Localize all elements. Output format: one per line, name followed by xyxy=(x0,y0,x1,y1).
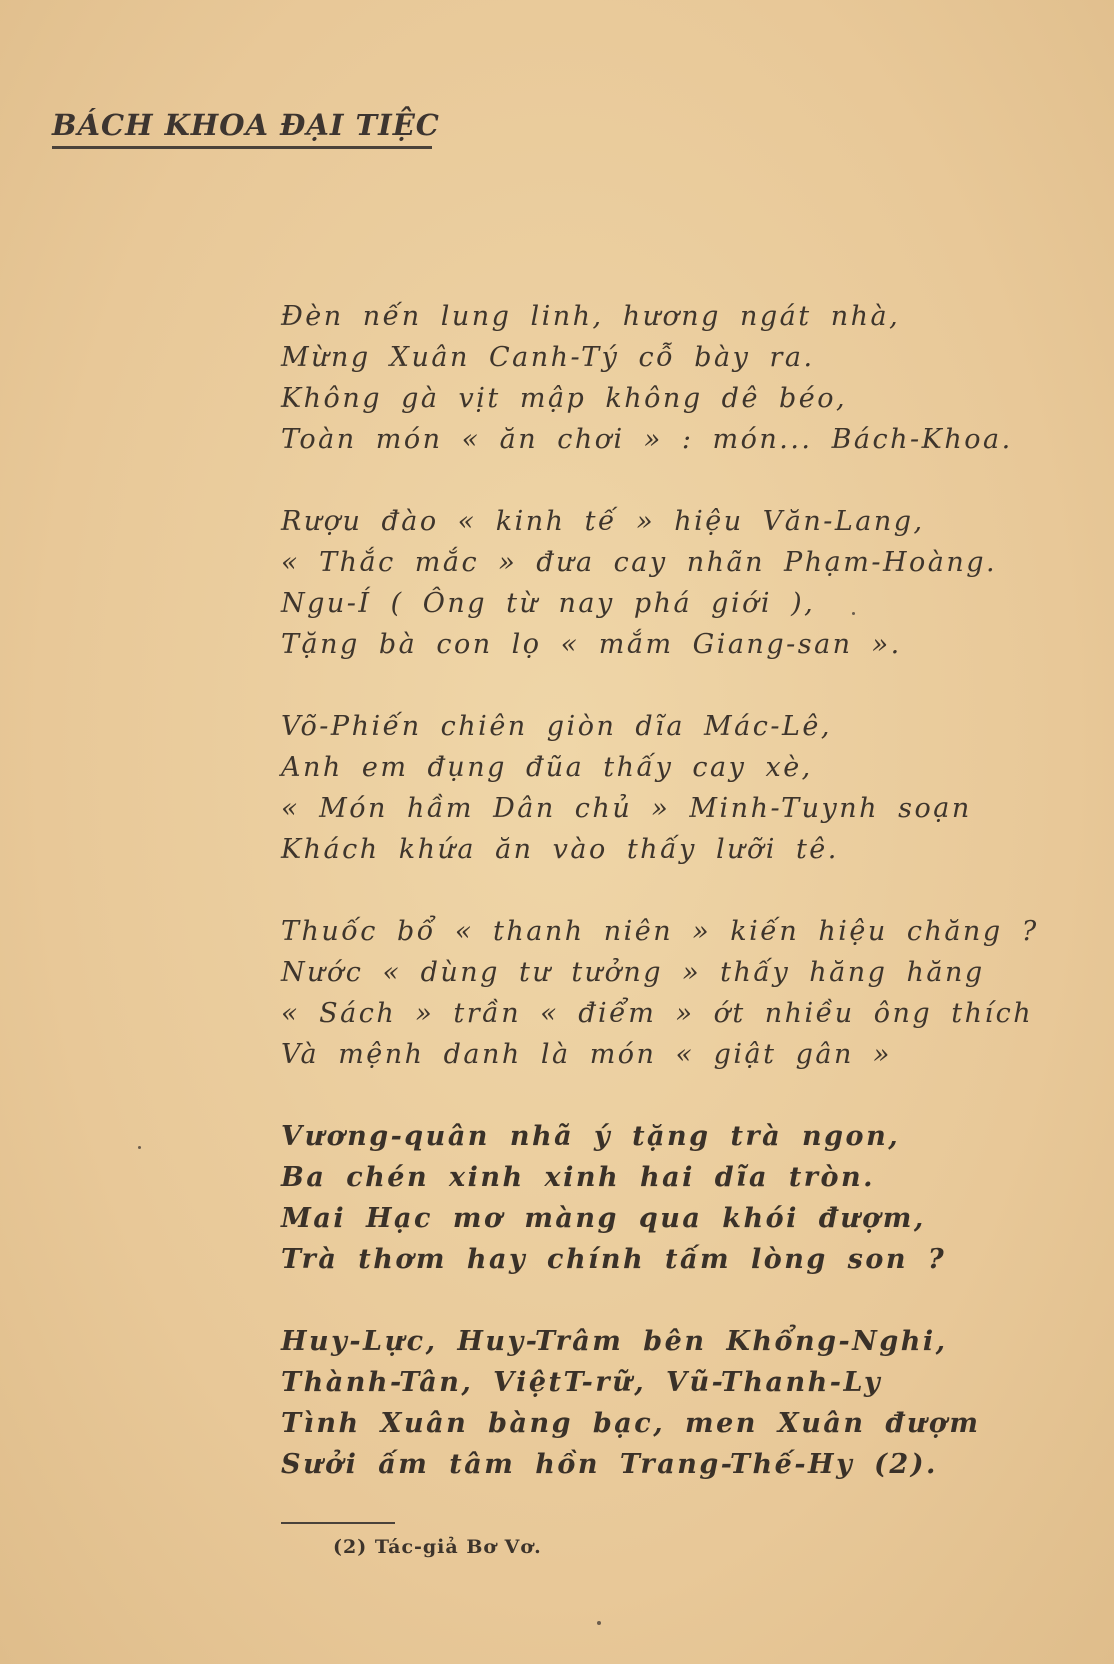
stanza xyxy=(281,1321,1001,1485)
poem-line: Ba chén xinh xinh hai dĩa tròn. xyxy=(281,1162,876,1193)
stanza xyxy=(281,1116,1001,1280)
poem-line: Huy-Lực, Huy-Trâm bên Khổng-Nghi, xyxy=(281,1326,948,1357)
poem-line: Toàn món « ăn chơi » : món... Bách-Khoa. xyxy=(281,424,1013,455)
poem-line: Tình Xuân bàng bạc, men Xuân đượm xyxy=(281,1408,981,1439)
paper-speck xyxy=(852,612,855,615)
footnote-separator xyxy=(281,1522,395,1524)
stanza xyxy=(281,706,1001,870)
title-underline xyxy=(52,146,432,149)
poem-line: Đèn nến lung linh, hương ngát nhà, xyxy=(281,301,901,332)
poem-line: Trà thơm hay chính tấm lòng son ? xyxy=(281,1244,947,1275)
paper-speck xyxy=(597,1621,601,1625)
stanza xyxy=(281,501,1001,665)
poem-line: « Thắc mắc » đưa cay nhãn Phạm-Hoàng. xyxy=(281,547,998,578)
poem-line: Ngu-Í ( Ông từ nay phá giới ), xyxy=(281,588,816,619)
page-title: BÁCH KHOA ĐẠI TIỆC xyxy=(52,108,440,142)
poem-line: Tặng bà con lọ « mắm Giang-san ». xyxy=(281,629,902,660)
poem-line: Mai Hạc mơ màng qua khói đượm, xyxy=(281,1203,926,1234)
poem-line: Mừng Xuân Canh-Tý cỗ bày ra. xyxy=(281,342,815,373)
poem-line: « Món hầm Dân chủ » Minh-Tuynh soạn xyxy=(281,793,972,824)
poem xyxy=(281,296,1039,1485)
poem-line: « Sách » trần « điểm » ớt nhiều ông thích xyxy=(281,998,1034,1029)
poem-line: Vương-quân nhã ý tặng trà ngon, xyxy=(281,1121,901,1152)
poem-line: Thành-Tân, ViệtT-rữ, Vũ-Thanh-Ly xyxy=(281,1367,883,1398)
poem-line: Thuốc bổ « thanh niên » kiến hiệu chăng ? xyxy=(281,916,1039,947)
poem-line: Và mệnh danh là món « giật gân » xyxy=(281,1039,892,1070)
stanza xyxy=(281,911,1039,1075)
poem-line: Anh em đụng đũa thấy cay xè, xyxy=(281,752,813,783)
poem-line: Nước « dùng tư tưởng » thấy hăng hăng xyxy=(281,957,985,988)
footnote: (2) Tác-giả Bơ Vơ. xyxy=(333,1536,542,1558)
poem-line: Khách khứa ăn vào thấy lưỡi tê. xyxy=(281,834,839,865)
poem-line: Sưởi ấm tâm hồn Trang-Thế-Hy (2). xyxy=(281,1449,938,1480)
poem-line: Không gà vịt mập không dê béo, xyxy=(281,383,848,414)
poem-line: Võ-Phiến chiên giòn dĩa Mác-Lê, xyxy=(281,711,832,742)
poem-line: Rượu đào « kinh tế » hiệu Văn-Lang, xyxy=(281,506,925,537)
page-header xyxy=(52,108,440,149)
stanza xyxy=(281,296,1013,460)
paper-speck xyxy=(138,1146,141,1149)
